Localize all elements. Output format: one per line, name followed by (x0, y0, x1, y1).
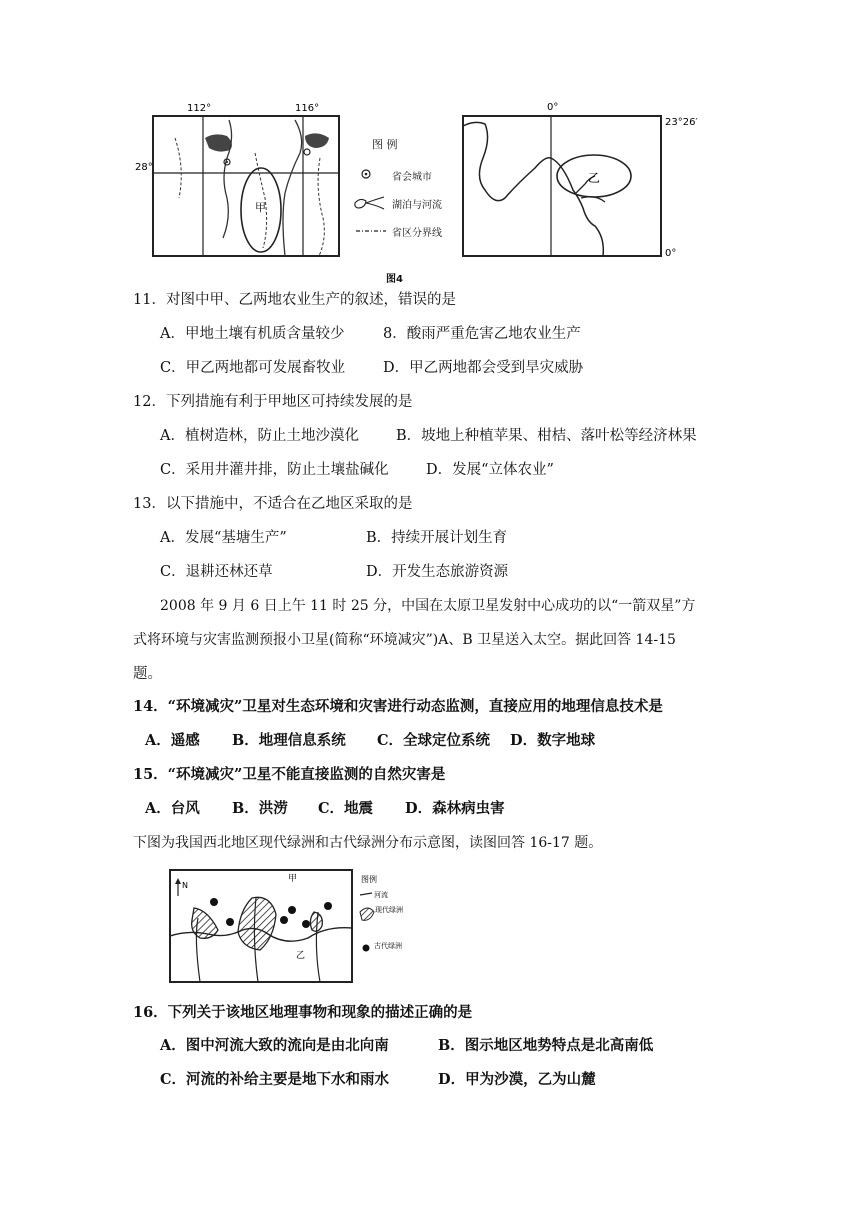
q16-option-d: D．甲为沙漠，乙为山麓 (438, 1071, 596, 1088)
q14-option-d: D．数字地球 (510, 732, 596, 749)
q13-option-d: D．开发生态旅游资源 (366, 564, 509, 580)
map1-lon-right: 116° (295, 103, 320, 114)
figure4-caption: 图4 (386, 274, 403, 285)
map2-lat-top: 23°26′ (665, 117, 698, 128)
map1-lon-left: 112° (187, 103, 212, 114)
q14-option-a: A．遥感 (145, 732, 200, 749)
q15-option-c: C．地震 (318, 800, 374, 817)
figure4-legend (350, 130, 450, 250)
ancient-oasis (226, 918, 234, 926)
north-label: N (182, 881, 188, 890)
q15-option-a: A．台风 (145, 800, 200, 817)
oasis-label-yi: 乙 (296, 951, 306, 961)
q16-option-b: B．图示地区地势特点是北高南低 (438, 1037, 654, 1054)
figure4-map1 (135, 98, 345, 263)
q12-stem: 12．下列措施有利于甲地区可持续发展的是 (133, 394, 413, 410)
figure4-map2 (455, 98, 710, 263)
q16-option-c: C．河流的补给主要是地下水和雨水 (160, 1071, 390, 1088)
map2-region-label: 乙 (588, 171, 601, 185)
oasis-legend-modern: 现代绿洲 (375, 906, 403, 914)
legend-item-lake-river: 湖泊与河流 (392, 200, 442, 211)
lake-river-icon (352, 194, 388, 212)
ancient-oasis (210, 898, 218, 906)
province-border-icon (354, 226, 388, 236)
q12-option-b: B．坡地上种植苹果、柑桔、落叶松等经济林果 (396, 428, 697, 444)
q11-stem: 11．对图中甲、乙两地农业生产的叙述，错误的是 (133, 292, 456, 308)
q16-stem: 16．下列关于该地区地理事物和现象的描述正确的是 (133, 1004, 473, 1021)
modern-oasis (238, 897, 276, 950)
ancient-oasis (288, 906, 296, 914)
q13-option-a: A．发展“基塘生产” (160, 530, 287, 546)
q11-option-b: 8．酸雨严重危害乙地农业生产 (383, 326, 581, 342)
provincial-capital-icon (358, 166, 376, 182)
map2-lat-bottom: 0° (665, 248, 677, 259)
q15-option-b: B．洪涝 (232, 800, 288, 817)
q14-option-b: B．地理信息系统 (232, 732, 346, 749)
passage-line-2: 式将环境与灾害监测预报小卫星(简称“环境减灾”)A、B 卫星送入太空。据此回答 14-15 (133, 632, 676, 648)
legend-item-capital: 省会城市 (392, 172, 432, 183)
oasis-map (168, 868, 408, 984)
ancient-oasis-legend-icon (363, 945, 370, 952)
legend-item-province-border: 省区分界线 (392, 228, 442, 239)
ancient-oasis (302, 920, 310, 928)
q12-option-c: C．采用井灌井排，防止土壤盐碱化 (160, 462, 389, 478)
q13-stem: 13．以下措施中，不适合在乙地区采取的是 (133, 496, 413, 512)
river-legend-icon (360, 893, 372, 895)
q16-option-a: A．图中河流大致的流向是由北向南 (160, 1037, 389, 1054)
map2-lon: 0° (547, 102, 559, 113)
intro-16-17: 下图为我国西北地区现代绿洲和古代绿洲分布示意图，读图回答 16-17 题。 (133, 835, 603, 851)
ancient-oasis (324, 902, 332, 910)
oasis-legend-ancient: 古代绿洲 (374, 942, 402, 950)
map1-lat: 28° (135, 162, 153, 173)
ancient-oasis (280, 916, 288, 924)
q13-option-c: C．退耕还林还草 (160, 564, 273, 580)
oasis-legend-river: 河流 (374, 891, 388, 899)
modern-oasis (192, 908, 218, 938)
oasis-legend-title: 图例 (361, 875, 377, 884)
q11-option-a: A．甲地土壤有机质含量较少 (160, 326, 345, 342)
modern-oasis (310, 912, 322, 931)
modern-oasis-legend-icon (360, 908, 374, 920)
q15-option-d: D．森林病虫害 (405, 800, 505, 817)
oasis-label-jia: 甲 (288, 874, 298, 884)
q11-option-d: D．甲乙两地都会受到旱灾威胁 (383, 360, 584, 376)
q15-stem: 15．“环境减灾”卫星不能直接监测的自然灾害是 (133, 766, 446, 783)
q14-option-c: C．全球定位系统 (377, 732, 491, 749)
passage-line-1: 2008 年 9 月 6 日上午 11 时 25 分，中国在太原卫星发射中心成功的以“一箭双星”方 (160, 598, 696, 614)
passage-line-3: 题。 (133, 666, 162, 682)
q14-stem: 14．“环境减灾”卫星对生态环境和灾害进行动态监测，直接应用的地理信息技术是 (133, 698, 663, 715)
q12-option-a: A．植树造林，防止土地沙漠化 (160, 428, 359, 444)
q13-option-b: B．持续开展计划生育 (366, 530, 508, 546)
map1-region-label: 甲 (255, 201, 266, 214)
legend-title: 图 例 (372, 138, 398, 151)
q12-option-d: D．发展“立体农业” (426, 462, 554, 478)
q11-option-c: C．甲乙两地都可发展畜牧业 (160, 360, 346, 376)
